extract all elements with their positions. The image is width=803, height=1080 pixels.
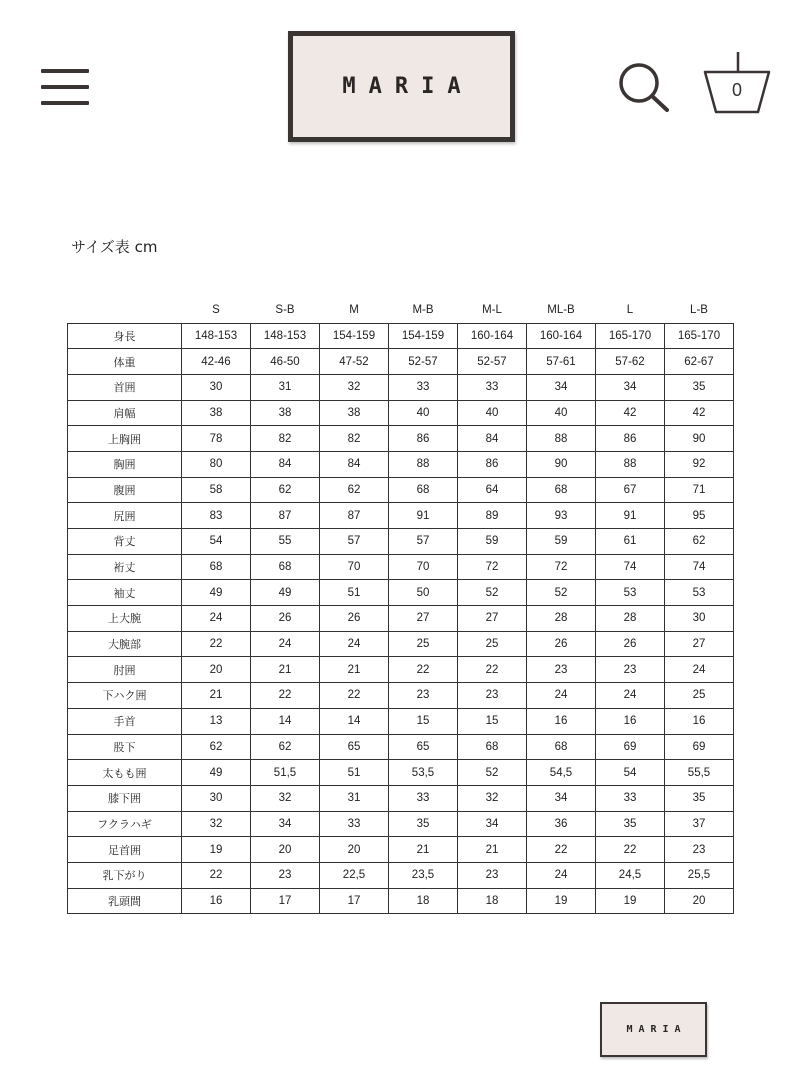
measurement-value: 26 bbox=[596, 631, 665, 657]
measurement-value: 148-153 bbox=[251, 323, 320, 349]
measurement-value: 86 bbox=[596, 426, 665, 452]
measurement-value: 74 bbox=[596, 554, 665, 580]
measurement-value: 53 bbox=[665, 580, 734, 606]
measurement-value: 18 bbox=[389, 888, 458, 914]
measurement-value: 27 bbox=[458, 606, 527, 632]
measurement-value: 42 bbox=[596, 400, 665, 426]
measurement-value: 40 bbox=[458, 400, 527, 426]
measurement-value: 20 bbox=[665, 888, 734, 914]
measurement-value: 27 bbox=[389, 606, 458, 632]
cart-count: 0 bbox=[731, 80, 742, 100]
measurement-value: 160-164 bbox=[527, 323, 596, 349]
size-chart-body bbox=[68, 323, 734, 914]
measurement-value: 34 bbox=[527, 374, 596, 400]
table-row bbox=[68, 734, 734, 760]
measurement-value: 69 bbox=[665, 734, 734, 760]
measurement-label: 裄丈 bbox=[68, 554, 182, 580]
measurement-value: 84 bbox=[251, 451, 320, 477]
measurement-value: 59 bbox=[458, 529, 527, 555]
measurement-label: 袖丈 bbox=[68, 580, 182, 606]
table-row bbox=[68, 862, 734, 888]
measurement-value: 165-170 bbox=[596, 323, 665, 349]
measurement-value: 15 bbox=[458, 708, 527, 734]
measurement-value: 68 bbox=[458, 734, 527, 760]
measurement-value: 62 bbox=[665, 529, 734, 555]
measurement-label: 手首 bbox=[68, 708, 182, 734]
measurement-value: 23 bbox=[596, 657, 665, 683]
measurement-value: 35 bbox=[389, 811, 458, 837]
measurement-value: 50 bbox=[389, 580, 458, 606]
measurement-value: 25 bbox=[389, 631, 458, 657]
measurement-value: 31 bbox=[320, 785, 389, 811]
measurement-value: 24 bbox=[320, 631, 389, 657]
measurement-value: 18 bbox=[458, 888, 527, 914]
measurement-value: 42 bbox=[665, 400, 734, 426]
size-header-m: M bbox=[349, 304, 359, 317]
measurement-value: 19 bbox=[182, 837, 251, 863]
measurement-value: 47-52 bbox=[320, 349, 389, 375]
table-row bbox=[68, 631, 734, 657]
measurement-value: 49 bbox=[251, 580, 320, 606]
menu-bar-top bbox=[41, 69, 89, 73]
measurement-value: 35 bbox=[596, 811, 665, 837]
measurement-value: 51 bbox=[320, 580, 389, 606]
measurement-value: 32 bbox=[251, 785, 320, 811]
measurement-value: 24 bbox=[251, 631, 320, 657]
measurement-value: 21 bbox=[320, 657, 389, 683]
table-row bbox=[68, 683, 734, 709]
table-row bbox=[68, 760, 734, 786]
measurement-value: 82 bbox=[251, 426, 320, 452]
measurement-value: 49 bbox=[182, 760, 251, 786]
measurement-value: 148-153 bbox=[182, 323, 251, 349]
table-row bbox=[68, 580, 734, 606]
measurement-value: 15 bbox=[389, 708, 458, 734]
measurement-value: 22 bbox=[251, 683, 320, 709]
measurement-value: 17 bbox=[320, 888, 389, 914]
measurement-value: 23 bbox=[251, 862, 320, 888]
measurement-value: 65 bbox=[320, 734, 389, 760]
measurement-value: 57 bbox=[320, 529, 389, 555]
measurement-value: 22 bbox=[389, 657, 458, 683]
measurement-label: 尻囲 bbox=[68, 503, 182, 529]
measurement-value: 93 bbox=[527, 503, 596, 529]
table-row bbox=[68, 888, 734, 914]
measurement-value: 23 bbox=[458, 862, 527, 888]
measurement-value: 64 bbox=[458, 477, 527, 503]
measurement-value: 22,5 bbox=[320, 862, 389, 888]
measurement-value: 30 bbox=[182, 374, 251, 400]
measurement-value: 32 bbox=[320, 374, 389, 400]
measurement-value: 33 bbox=[320, 811, 389, 837]
measurement-value: 25,5 bbox=[665, 862, 734, 888]
size-header-l: L bbox=[626, 304, 634, 317]
measurement-value: 88 bbox=[596, 451, 665, 477]
measurement-label: 身長 bbox=[68, 323, 182, 349]
measurement-value: 70 bbox=[320, 554, 389, 580]
measurement-value: 33 bbox=[389, 785, 458, 811]
measurement-value: 91 bbox=[596, 503, 665, 529]
measurement-value: 26 bbox=[251, 606, 320, 632]
measurement-value: 71 bbox=[665, 477, 734, 503]
measurement-value: 91 bbox=[389, 503, 458, 529]
measurement-label: 上胸囲 bbox=[68, 426, 182, 452]
measurement-value: 37 bbox=[665, 811, 734, 837]
measurement-value: 14 bbox=[320, 708, 389, 734]
measurement-value: 52 bbox=[527, 580, 596, 606]
measurement-value: 68 bbox=[389, 477, 458, 503]
measurement-label: 上大腕 bbox=[68, 606, 182, 632]
measurement-value: 72 bbox=[458, 554, 527, 580]
table-row bbox=[68, 785, 734, 811]
measurement-value: 26 bbox=[320, 606, 389, 632]
table-row bbox=[68, 708, 734, 734]
measurement-label: 背丈 bbox=[68, 529, 182, 555]
measurement-value: 52 bbox=[458, 580, 527, 606]
search-icon[interactable] bbox=[617, 62, 671, 114]
measurement-value: 13 bbox=[182, 708, 251, 734]
menu-bar-middle bbox=[41, 85, 89, 89]
size-header-m-l: M-L bbox=[482, 304, 502, 317]
measurement-value: 72 bbox=[527, 554, 596, 580]
measurement-value: 33 bbox=[389, 374, 458, 400]
measurement-value: 49 bbox=[182, 580, 251, 606]
measurement-value: 154-159 bbox=[320, 323, 389, 349]
measurement-value: 87 bbox=[251, 503, 320, 529]
measurement-value: 46-50 bbox=[251, 349, 320, 375]
size-header-row bbox=[68, 298, 734, 323]
size-header-m-b: M-B bbox=[412, 304, 434, 317]
measurement-value: 55,5 bbox=[665, 760, 734, 786]
measurement-value: 28 bbox=[527, 606, 596, 632]
measurement-label: 首囲 bbox=[68, 374, 182, 400]
table-row bbox=[68, 323, 734, 349]
measurement-value: 14 bbox=[251, 708, 320, 734]
table-row bbox=[68, 451, 734, 477]
measurement-value: 32 bbox=[182, 811, 251, 837]
measurement-label: 乳下がり bbox=[68, 862, 182, 888]
measurement-value: 24 bbox=[182, 606, 251, 632]
measurement-value: 16 bbox=[596, 708, 665, 734]
measurement-value: 34 bbox=[527, 785, 596, 811]
measurement-value: 26 bbox=[527, 631, 596, 657]
measurement-value: 90 bbox=[665, 426, 734, 452]
measurement-label: 膝下囲 bbox=[68, 785, 182, 811]
measurement-value: 154-159 bbox=[389, 323, 458, 349]
measurement-value: 28 bbox=[596, 606, 665, 632]
measurement-value: 23 bbox=[458, 683, 527, 709]
measurement-value: 25 bbox=[665, 683, 734, 709]
measurement-label: 肘囲 bbox=[68, 657, 182, 683]
measurement-value: 84 bbox=[458, 426, 527, 452]
measurement-value: 34 bbox=[596, 374, 665, 400]
measurement-value: 57-62 bbox=[596, 349, 665, 375]
measurement-value: 23 bbox=[665, 837, 734, 863]
measurement-value: 17 bbox=[251, 888, 320, 914]
measurement-label: フクラハギ bbox=[68, 811, 182, 837]
size-header-ml-b: ML-B bbox=[547, 304, 575, 317]
measurement-value: 24 bbox=[527, 683, 596, 709]
size-header-l-b: L-B bbox=[690, 304, 708, 317]
logo-text: MARIA bbox=[342, 74, 474, 99]
measurement-label: 体重 bbox=[68, 349, 182, 375]
measurement-value: 21 bbox=[458, 837, 527, 863]
measurement-value: 87 bbox=[320, 503, 389, 529]
measurement-value: 86 bbox=[458, 451, 527, 477]
measurement-value: 69 bbox=[596, 734, 665, 760]
hamburger-menu-icon[interactable] bbox=[41, 69, 89, 107]
measurement-value: 61 bbox=[596, 529, 665, 555]
measurement-value: 27 bbox=[665, 631, 734, 657]
measurement-value: 74 bbox=[665, 554, 734, 580]
measurement-value: 54,5 bbox=[527, 760, 596, 786]
measurement-value: 84 bbox=[320, 451, 389, 477]
measurement-value: 24 bbox=[527, 862, 596, 888]
measurement-value: 19 bbox=[596, 888, 665, 914]
measurement-label: 肩幅 bbox=[68, 400, 182, 426]
table-row bbox=[68, 400, 734, 426]
measurement-value: 34 bbox=[251, 811, 320, 837]
measurement-value: 59 bbox=[527, 529, 596, 555]
measurement-value: 32 bbox=[458, 785, 527, 811]
measurement-value: 30 bbox=[665, 606, 734, 632]
measurement-value: 21 bbox=[182, 683, 251, 709]
measurement-value: 51 bbox=[320, 760, 389, 786]
measurement-value: 16 bbox=[665, 708, 734, 734]
measurement-value: 62-67 bbox=[665, 349, 734, 375]
measurement-value: 62 bbox=[320, 477, 389, 503]
measurement-value: 53 bbox=[596, 580, 665, 606]
measurement-value: 40 bbox=[527, 400, 596, 426]
measurement-value: 68 bbox=[251, 554, 320, 580]
measurement-value: 55 bbox=[251, 529, 320, 555]
measurement-label: 腹囲 bbox=[68, 477, 182, 503]
measurement-label: 足首囲 bbox=[68, 837, 182, 863]
measurement-value: 22 bbox=[458, 657, 527, 683]
measurement-value: 54 bbox=[596, 760, 665, 786]
measurement-value: 22 bbox=[182, 862, 251, 888]
table-row bbox=[68, 374, 734, 400]
size-chart-title: サイズ表 cm bbox=[71, 238, 158, 256]
measurement-value: 16 bbox=[182, 888, 251, 914]
measurement-value: 24 bbox=[596, 683, 665, 709]
table-row bbox=[68, 811, 734, 837]
measurement-value: 68 bbox=[527, 734, 596, 760]
measurement-value: 22 bbox=[596, 837, 665, 863]
size-header-corner bbox=[68, 298, 182, 323]
size-chart-table bbox=[67, 298, 734, 914]
measurement-value: 21 bbox=[251, 657, 320, 683]
table-row bbox=[68, 349, 734, 375]
table-row bbox=[68, 426, 734, 452]
measurement-value: 24 bbox=[665, 657, 734, 683]
measurement-label: 胸囲 bbox=[68, 451, 182, 477]
measurement-value: 57 bbox=[389, 529, 458, 555]
measurement-value: 54 bbox=[182, 529, 251, 555]
measurement-value: 42-46 bbox=[182, 349, 251, 375]
measurement-value: 86 bbox=[389, 426, 458, 452]
measurement-value: 62 bbox=[251, 477, 320, 503]
measurement-value: 82 bbox=[320, 426, 389, 452]
measurement-value: 78 bbox=[182, 426, 251, 452]
menu-bar-bottom bbox=[41, 101, 89, 105]
measurement-value: 25 bbox=[458, 631, 527, 657]
measurement-value: 38 bbox=[251, 400, 320, 426]
measurement-value: 90 bbox=[527, 451, 596, 477]
measurement-value: 57-61 bbox=[527, 349, 596, 375]
measurement-value: 80 bbox=[182, 451, 251, 477]
table-row bbox=[68, 529, 734, 555]
measurement-value: 33 bbox=[596, 785, 665, 811]
measurement-value: 51,5 bbox=[251, 760, 320, 786]
measurement-value: 21 bbox=[389, 837, 458, 863]
measurement-value: 22 bbox=[527, 837, 596, 863]
measurement-value: 35 bbox=[665, 374, 734, 400]
measurement-value: 52-57 bbox=[458, 349, 527, 375]
measurement-value: 23,5 bbox=[389, 862, 458, 888]
measurement-value: 38 bbox=[182, 400, 251, 426]
measurement-value: 20 bbox=[182, 657, 251, 683]
measurement-value: 52 bbox=[458, 760, 527, 786]
table-row bbox=[68, 477, 734, 503]
measurement-value: 88 bbox=[389, 451, 458, 477]
measurement-value: 31 bbox=[251, 374, 320, 400]
measurement-value: 65 bbox=[389, 734, 458, 760]
measurement-value: 23 bbox=[389, 683, 458, 709]
site-logo[interactable] bbox=[288, 31, 515, 142]
measurement-value: 24,5 bbox=[596, 862, 665, 888]
measurement-value: 92 bbox=[665, 451, 734, 477]
measurement-value: 35 bbox=[665, 785, 734, 811]
table-row bbox=[68, 657, 734, 683]
measurement-value: 88 bbox=[527, 426, 596, 452]
measurement-value: 67 bbox=[596, 477, 665, 503]
measurement-label: 大腕部 bbox=[68, 631, 182, 657]
measurement-value: 83 bbox=[182, 503, 251, 529]
measurement-value: 33 bbox=[458, 374, 527, 400]
measurement-value: 165-170 bbox=[665, 323, 734, 349]
measurement-value: 16 bbox=[527, 708, 596, 734]
measurement-value: 53,5 bbox=[389, 760, 458, 786]
cart-icon[interactable] bbox=[702, 50, 772, 116]
measurement-value: 38 bbox=[320, 400, 389, 426]
measurement-value: 68 bbox=[527, 477, 596, 503]
measurement-value: 52-57 bbox=[389, 349, 458, 375]
measurement-value: 40 bbox=[389, 400, 458, 426]
measurement-label: 下ハク囲 bbox=[68, 683, 182, 709]
table-row bbox=[68, 837, 734, 863]
measurement-value: 160-164 bbox=[458, 323, 527, 349]
measurement-value: 34 bbox=[458, 811, 527, 837]
footer-logo-text: MARIA bbox=[626, 1024, 687, 1035]
table-row bbox=[68, 503, 734, 529]
footer-logo[interactable] bbox=[600, 1002, 707, 1057]
measurement-value: 20 bbox=[251, 837, 320, 863]
measurement-value: 62 bbox=[182, 734, 251, 760]
measurement-label: 太もも囲 bbox=[68, 760, 182, 786]
measurement-value: 19 bbox=[527, 888, 596, 914]
table-row bbox=[68, 606, 734, 632]
size-header-s: S bbox=[212, 304, 220, 317]
measurement-value: 22 bbox=[182, 631, 251, 657]
measurement-value: 22 bbox=[320, 683, 389, 709]
measurement-value: 30 bbox=[182, 785, 251, 811]
table-row bbox=[68, 554, 734, 580]
measurement-value: 36 bbox=[527, 811, 596, 837]
measurement-value: 23 bbox=[527, 657, 596, 683]
size-header-s-b: S-B bbox=[275, 304, 295, 317]
measurement-label: 乳頭間 bbox=[68, 888, 182, 914]
measurement-value: 58 bbox=[182, 477, 251, 503]
measurement-value: 95 bbox=[665, 503, 734, 529]
measurement-value: 68 bbox=[182, 554, 251, 580]
measurement-value: 70 bbox=[389, 554, 458, 580]
measurement-value: 62 bbox=[251, 734, 320, 760]
measurement-value: 20 bbox=[320, 837, 389, 863]
measurement-label: 股下 bbox=[68, 734, 182, 760]
measurement-value: 89 bbox=[458, 503, 527, 529]
